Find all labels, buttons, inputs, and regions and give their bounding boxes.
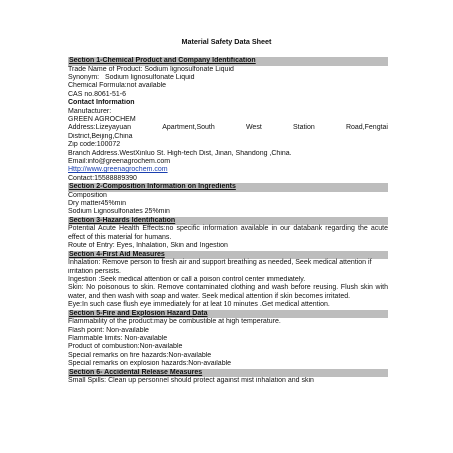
contact-heading: Contact Information <box>68 99 135 107</box>
contact-phone: Contact:15588889390 <box>68 174 137 182</box>
section-6-header: Section 6- Accidental Release Measures <box>68 369 388 378</box>
address-part: Apartment,South <box>162 124 215 132</box>
manufacturer-label: Manufacturer: <box>68 107 112 115</box>
section-2-header: Section 2-Composition Information on Ingredients <box>68 183 388 192</box>
branch-address: Branch Address.WestXinluo St. High-tech Dist, Jinan, Shandong ,China. <box>68 149 292 157</box>
address-continued: District,Beijing,China <box>68 132 133 140</box>
company-name: GREEN AGROCHEM <box>68 115 136 123</box>
irritation: irritation persists. <box>68 267 121 275</box>
section-1-header: Section 1-Chemical Product and Company Identification <box>68 57 388 66</box>
document-body <box>68 57 388 386</box>
synonym: Synonym: Sodium lignosulfonate Liquid <box>68 73 195 81</box>
document-title: Material Safety Data Sheet <box>181 37 272 46</box>
fire-hazards: Special remarks on fire hazards:Non-available <box>68 351 212 359</box>
trade-name: Trade Name of Product: Sodium lignosulfonate Liquid <box>68 65 234 73</box>
address-part: Road,Fengtai <box>345 124 388 132</box>
section-4-header: Section 4-First Aid Measures <box>68 251 388 260</box>
dry-matter: Dry matter45%min <box>68 200 126 208</box>
eye: Eye:In such case flush eye immediately for at leat 10 minutes .Get medical attention. <box>68 301 330 309</box>
route-of-entry: Route of Entry: Eyes, Inhalation, Skin and Ingestion <box>68 242 228 250</box>
address-part: Station <box>292 124 315 132</box>
skin: Skin: No poisonous to skin. Remove contaminated clothing and wash before reusing. Flush skin with water, and then wash with soap and water. Seek medical attention if skin becomes irritated. <box>68 284 388 300</box>
composition-label: Composition <box>68 191 107 199</box>
zip-code: Zip code:100072 <box>68 141 121 149</box>
health-effects: Potential Acute Health Effects:no specific information available in our databank regarding the acute effect of this material for humans. <box>68 225 388 241</box>
website-link[interactable]: Http://www.greenagrochem.com <box>68 166 168 174</box>
address-line <box>68 124 388 132</box>
ingestion: Ingestion :Seek medical attention or call a poison control center immediately. <box>68 276 306 284</box>
small-spills: Small Spills: Clean up personnel should protect against mist inhalation and skin <box>68 377 314 385</box>
section-5-header: Section 5-Fire and Explosion Hazard Data <box>68 310 388 319</box>
flammability: Flammability of the product:may be combustible at high temperature. <box>68 318 281 326</box>
flammable-limits: Flammable limits: Non-available <box>68 335 168 342</box>
email: Email:info@greenagrochem.com <box>68 157 171 165</box>
combustion-product: Product of combustion:Non-available <box>68 343 183 351</box>
explosion-hazards: Special remarks on explosion hazards:Non-available <box>68 360 232 368</box>
address-part: West <box>245 124 262 132</box>
flash-point: Flash point: Non-available <box>68 326 149 334</box>
section-3-header: Section 3-Hazards Identification <box>68 217 388 226</box>
address-part: Address:Lizeyayuan <box>68 124 132 132</box>
chemical-formula: Chemical Formula:not available <box>68 82 167 90</box>
cas-number: CAS no.8061-51-6 <box>68 90 126 98</box>
inhalation: Inhalation: Remove person to fresh air and support breathing as needed, Seek medical attention if <box>68 259 372 267</box>
sodium-content: Sodium Lignosulfonates 25%min <box>68 208 170 216</box>
